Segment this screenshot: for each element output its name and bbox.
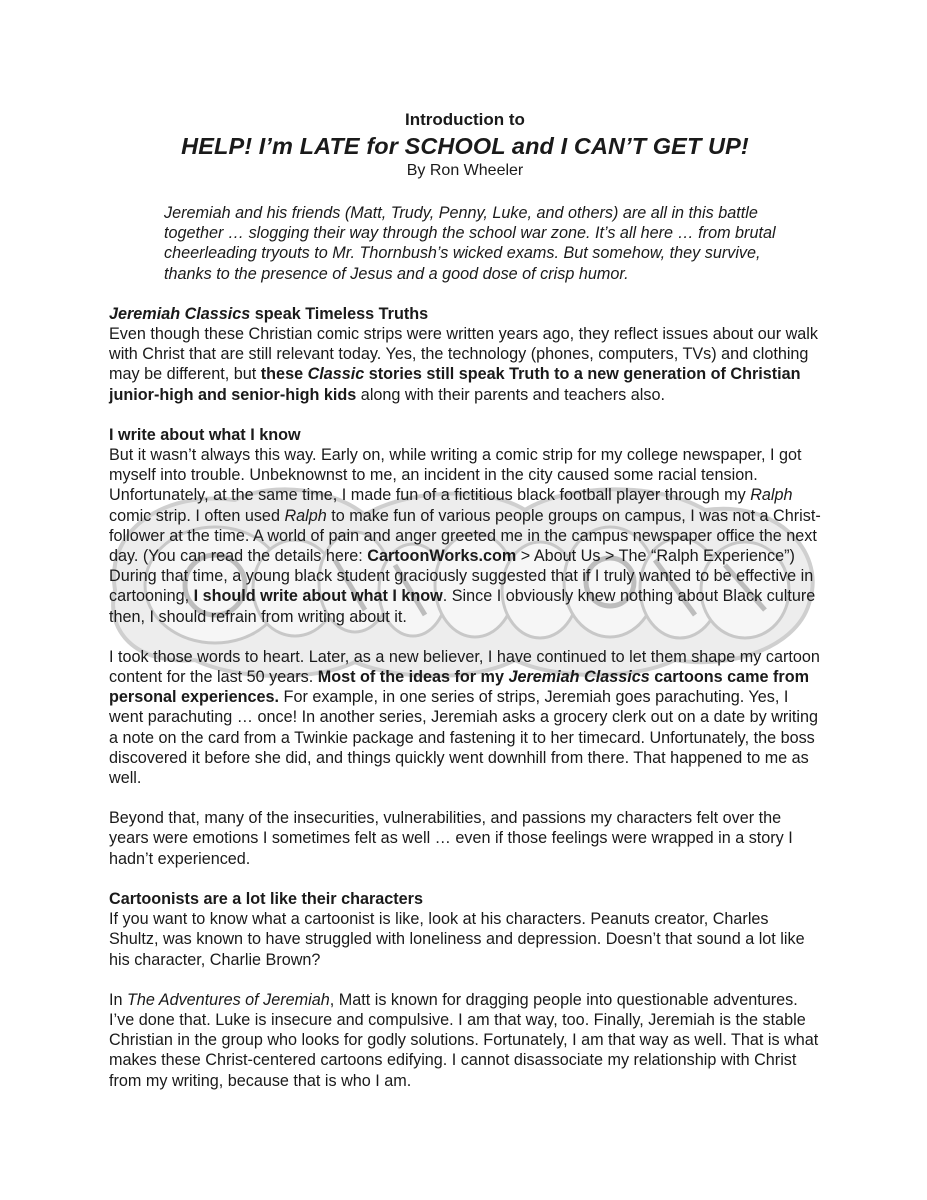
section-heading: Jeremiah Classics speak Timeless Truths: [109, 304, 429, 323]
section-heading: Cartoonists are a lot like their characters: [109, 889, 423, 908]
document-body: [109, 110, 821, 1091]
intro-blurb: Jeremiah and his friends (Matt, Trudy, Penny, Luke, and others) are all in this battle together … slogging their way through the school war zone. It’s all here … from brutal cheerleading tryouts to Mr. Thornbush’s wicked exams. But somehow, they survive, thanks to the presence of Jesus and a good dose of crisp humor.: [164, 204, 776, 283]
section-write-what-i-know: [109, 425, 821, 869]
intro-kicker: Introduction to: [405, 110, 525, 129]
section-cartoonists-characters: [109, 889, 821, 1091]
paragraph: Beyond that, many of the insecurities, vulnerabilities, and passions my characters felt over the years were emotions I sometimes felt as well … even if those feelings were wrapped in a story I hadn’t experienced.: [109, 809, 793, 868]
paragraph: In The Adventures of Jeremiah, Matt is known for dragging people into questionable adventures. I’ve done that. Luke is insecure and compulsive. I am that way, too. Finally, Jeremiah is the stable Christian in the group who looks for godly solutions. Fortunately, I am that way as well. That is what makes these Christ-centered cartoons edifying. I cannot disassociate my relationship with Christ from my writing, because that is who I am.: [109, 990, 819, 1090]
paragraph: Even though these Christian comic strips were written years ago, they reflect issues about our walk with Christ that are still relevant today. Yes, the technology (phones, computers, TVs) and clothing may be different, but these Classic stories still speak Truth to a new generation of Christian junior-high and senior-high kids along with their parents and teachers also.: [109, 325, 818, 404]
byline: By Ron Wheeler: [406, 162, 524, 179]
section-heading: I write about what I know: [109, 425, 301, 444]
cartoonworks-link: CartoonWorks.com: [367, 547, 517, 566]
book-title: HELP! I’m LATE for SCHOOL and I CAN’T GET UP!: [181, 133, 749, 159]
paragraph: I took those words to heart. Later, as a new believer, I have continued to let them shape my cartoon content for the last 50 years. Most of the ideas for my Jeremiah Classics cartoons came from personal experiences. For example, in one series of strips, Jeremiah goes parachuting. Yes, I went parachuting … once! In another series, Jeremiah asks a grocery clerk out on a date by writing a note on the card from a Twinkie package and fastening it to her timecard. Unfortunately, the boss discovered it before she did, and things quickly went downhill from there. That happened to me as well.: [109, 647, 820, 788]
paragraph: If you want to know what a cartoonist is like, look at his characters. Peanuts creator, Charles Shultz, was known to have struggled with loneliness and depression. Doesn’t that sound a lot like his character, Charlie Brown?: [109, 910, 805, 969]
paragraph: But it wasn’t always this way. Early on, while writing a comic strip for my college newspaper, I got myself into trouble. Unbeknownst to me, an incident in the city caused some racial tension. Unfortunately, at the same time, I made fun of a fictitious black football player through my Ralph comic strip. I often used Ralph to make fun of various people groups on campus, I was not a Christ-follower at the time. A world of pain and anger greeted me in the campus newspaper office the next day. (You can read the details here: CartoonWorks.com > About Us > The “Ralph Experience”) During that time, a young black student graciously suggested that if I truly wanted to be effective in cartooning, I should write about what I know. Since I obviously knew nothing about Black culture then, I should refrain from writing about it.: [109, 446, 821, 626]
section-timeless-truths: [109, 304, 821, 405]
